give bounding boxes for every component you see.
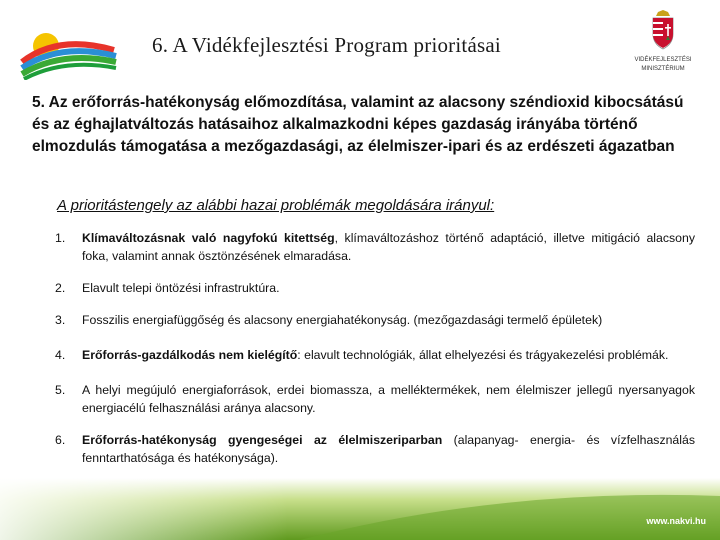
item-text: Fosszilis energiafüggőség és alacsony energiahatékonyság. (mezőgazdasági termelő épületek) bbox=[82, 313, 603, 327]
list-item bbox=[55, 346, 695, 364]
item-number: 3. bbox=[55, 313, 66, 327]
item-number: 1. bbox=[55, 231, 66, 245]
problem-list bbox=[55, 229, 695, 481]
item-text: , klímaváltozáshoz történő adaptáció, illetve mitigáció alacsony foka, valamint annak ösztönzésének elmaradása. bbox=[82, 231, 695, 263]
list-item bbox=[55, 229, 695, 265]
page-title: 6. A Vidékfejlesztési Program prioritásai bbox=[152, 33, 501, 57]
item-bold-text: Erőforrás-gazdálkodás nem kielégítő bbox=[82, 348, 298, 362]
priority-subheading: A prioritástengely az alábbi hazai problémák megoldására irányul: bbox=[57, 197, 495, 214]
list-item bbox=[55, 381, 695, 417]
item-number: 5. bbox=[55, 383, 66, 397]
list-item bbox=[55, 311, 695, 329]
footer-url: www.nakvi.hu bbox=[646, 516, 706, 526]
ministry-name-line1: VIDÉKFEJLESZTÉSI bbox=[634, 57, 692, 63]
item-number: 4. bbox=[55, 348, 66, 362]
item-text: Elavult telepi öntözési infrastruktúra. bbox=[82, 281, 280, 295]
ministry-name-line2: MINISZTÉRIUM bbox=[641, 66, 685, 72]
item-number: 6. bbox=[55, 433, 66, 447]
grass-footer-decoration bbox=[0, 478, 720, 540]
coat-of-arms-icon bbox=[650, 10, 676, 50]
item-number: 2. bbox=[55, 281, 66, 295]
item-text: : elavult technológiák, állat elhelyezési és trágyakezelési problémák. bbox=[297, 348, 669, 362]
item-bold-text: Klímaváltozásnak való nagyfokú kitettség bbox=[82, 231, 335, 245]
rainbow-sun-logo bbox=[18, 16, 118, 80]
list-item bbox=[55, 279, 695, 297]
ministry-logo bbox=[628, 10, 698, 76]
item-text: (alapanyag- energia- és vízfelhasználás fenntarthatósága és hatékonysága). bbox=[82, 433, 695, 465]
item-text: A helyi megújuló energiaforrások, erdei biomassza, a melléktermékek, nem élelmiszer jellegű nyersanyagok energiacélú felhasználási aránya alacsony. bbox=[82, 383, 695, 415]
priority-heading: 5. Az erőforrás-hatékonyság előmozdítása, valamint az alacsony széndioxid kibocsátású és az éghajlatváltozás hatásaihoz alkalmazkodni képes gazdaság irányába történő elmozdulás támogatása a mezőgazdasági, az élelmiszer-ipari és az erdészeti ágazatban bbox=[32, 94, 684, 155]
item-bold-text: Erőforrás-hatékonyság gyengeségei az élelmiszeriparban bbox=[82, 433, 443, 447]
list-item bbox=[55, 431, 695, 467]
